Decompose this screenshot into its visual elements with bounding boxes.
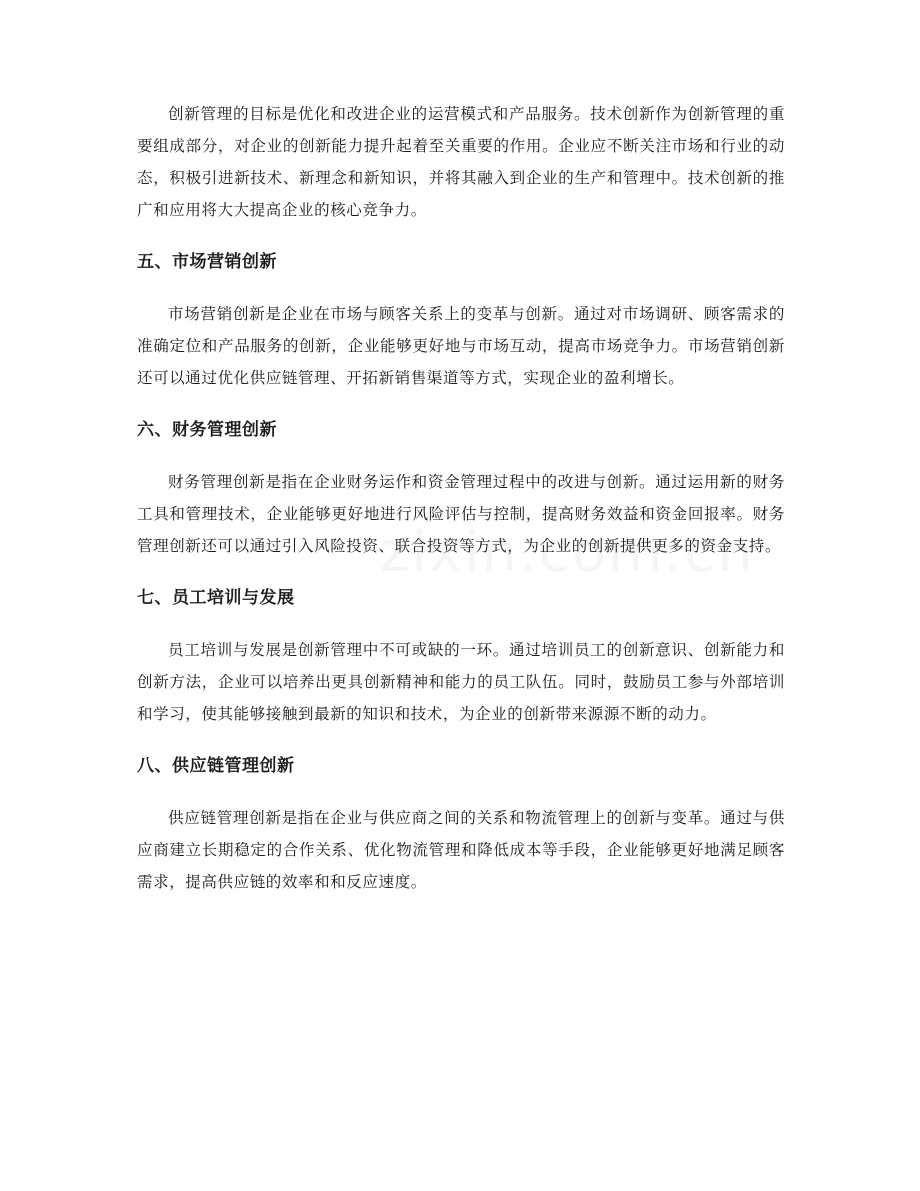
section-heading-marketing: 五、市场营销创新	[137, 252, 277, 272]
document-page	[137, 98, 785, 898]
section-paragraph-training: 员工培训与发展是创新管理中不可或缺的一环。通过培训员工的创新意识、创新能力和创新方法，企业可以培养出更具创新精神和能力的员工队伍。同时，鼓励员工参与外部培训和学习，使其能够接触到最新的知识和技术，为企业的创新带来源源不断的动力。	[137, 641, 785, 723]
section-paragraph-finance: 财务管理创新是指在企业财务运作和资金管理过程中的改进与创新。通过运用新的财务工具和管理技术，企业能够更好地进行风险评估与控制，提高财务效益和资金回报率。财务管理创新还可以通过引入风险投资、联合投资等方式，为企业的创新提供更多的资金支持。	[137, 473, 785, 555]
section-paragraph-marketing: 市场营销创新是企业在市场与顾客关系上的变革与创新。通过对市场调研、顾客需求的准确定位和产品服务的创新，企业能够更好地与市场互动，提高市场竞争力。市场营销创新还可以通过优化供应链管理、开拓新销售渠道等方式，实现企业的盈利增长。	[137, 305, 785, 387]
section-heading-supply-chain: 八、供应链管理创新	[137, 756, 295, 776]
intro-paragraph: 创新管理的目标是优化和改进企业的运营模式和产品服务。技术创新作为创新管理的重要组成部分，对企业的创新能力提升起着至关重要的作用。企业应不断关注市场和行业的动态，积极引进新技术、新理念和新知识，并将其融入到企业的生产和管理中。技术创新的推广和应用将大大提高企业的核心竞争力。	[137, 105, 785, 219]
section-heading-training: 七、员工培训与发展	[137, 588, 295, 608]
section-heading-finance: 六、财务管理创新	[137, 420, 277, 440]
section-paragraph-supply-chain: 供应链管理创新是指在企业与供应商之间的关系和物流管理上的创新与变革。通过与供应商建立长期稳定的合作关系、优化物流管理和降低成本等手段，企业能够更好地满足顾客需求，提高供应链的效率和和反应速度。	[137, 809, 785, 891]
